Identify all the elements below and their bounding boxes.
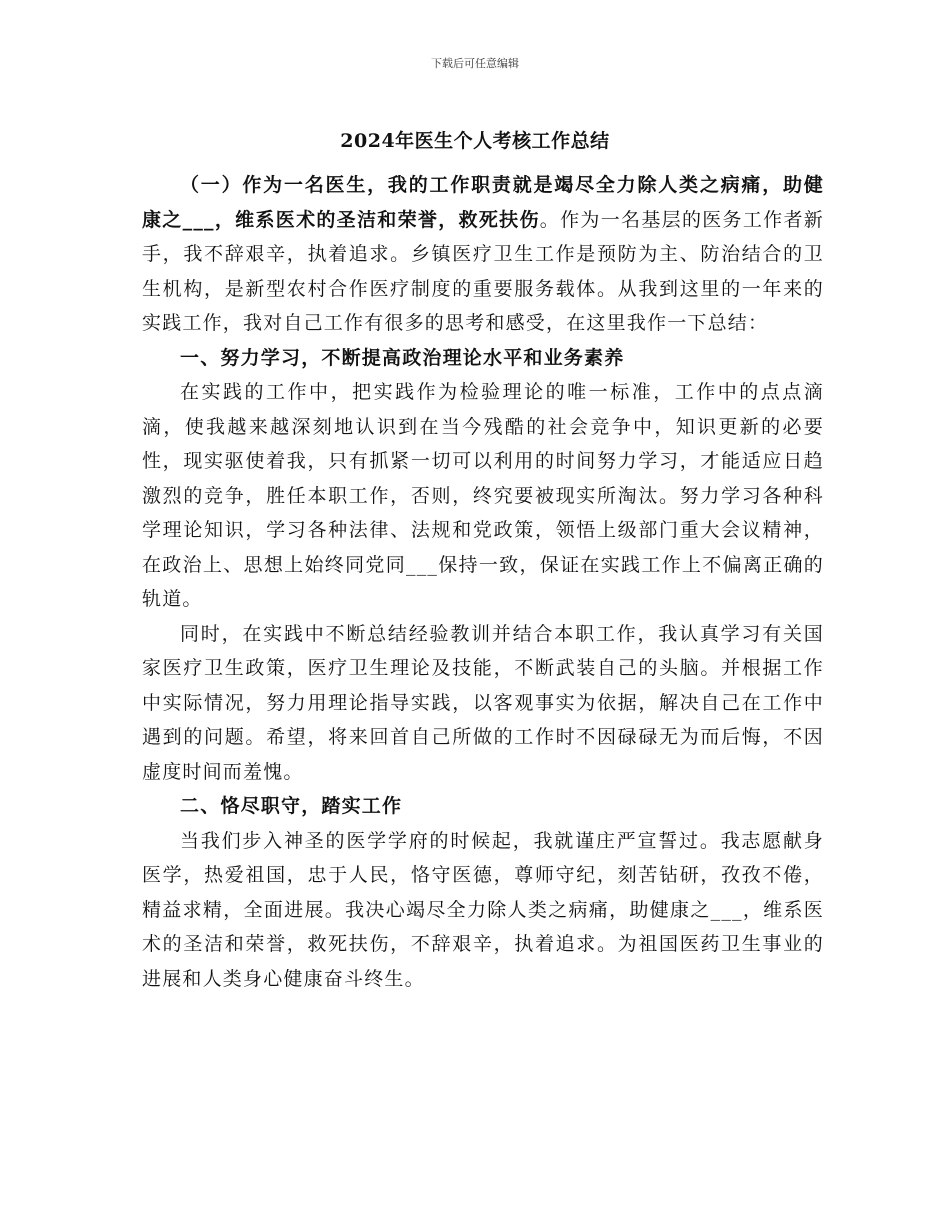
section1-paragraph-2: 同时，在实践中不断总结经验教训并结合本职工作，我认真学习有关国家医疗卫生政策，医疗卫生理论及技能，不断武装自己的头脑。并根据工作中实际情况，努力用理论指导实践，以客观事实为依据，解决自己在工作中遇到的问题。希望，将来回首自己所做的工作时不因碌碌无为而后悔，不因虚度时间而羞愧。 — [142, 622, 824, 783]
section-heading-2: 二、恪尽职守，踏实工作 — [180, 795, 403, 817]
document-body — [142, 168, 824, 996]
intro-bold-text: （一）作为一名医生，我的工作职责就是竭尽全力除人类之病痛，助健康之___，维系医术的圣洁和荣誉，救死扶伤 — [142, 174, 824, 231]
document-title: 2024年医生个人考核工作总结 — [340, 130, 610, 152]
intro-text: 。作为一名基层的医务工作者新手，我不辞艰辛，执着追求。乡镇医疗卫生工作是预防为主、防治结合的卫生机构，是新型农村合作医疗制度的重要服务载体。从我到这里的一年来的实践工作，我对自己工作有很多的思考和感受，在这里我作一下总结： — [142, 208, 824, 334]
intro-paragraph — [142, 168, 824, 341]
page-header-note: 下载后可任意编辑 — [431, 57, 519, 70]
section1-paragraph-1: 在实践的工作中，把实践作为检验理论的唯一标准，工作中的点点滴滴，使我越来越深刻地认识到在当今残酷的社会竞争中，知识更新的必要性，现实驱使着我，只有抓紧一切可以利用的时间努力学习，才能适应日趋激烈的竞争，胜任本职工作，否则，终究要被现实所淘汰。努力学习各种科学理论知识，学习各种法律、法规和党政策，领悟上级部门重大会议精神，在政治上、思想上始终同党同___保持一致，保证在实践工作上不偏离正确的轨道。 — [142, 381, 824, 610]
section-heading-1: 一、努力学习，不断提高政治理论水平和业务素养 — [180, 346, 625, 369]
section2-paragraph-1: 当我们步入神圣的医学学府的时候起，我就谨庄严宣誓过。我志愿献身医学，热爱祖国，忠于人民，恪守医德，尊师守纪，刻苦钻研，孜孜不倦，精益求精，全面进展。我决心竭尽全力除人类之病痛，助健康之___，维系医术的圣洁和荣誉，救死扶伤，不辞艰辛，执着追求。为祖国医药卫生事业的进展和人类身心健康奋斗终生。 — [142, 829, 824, 990]
